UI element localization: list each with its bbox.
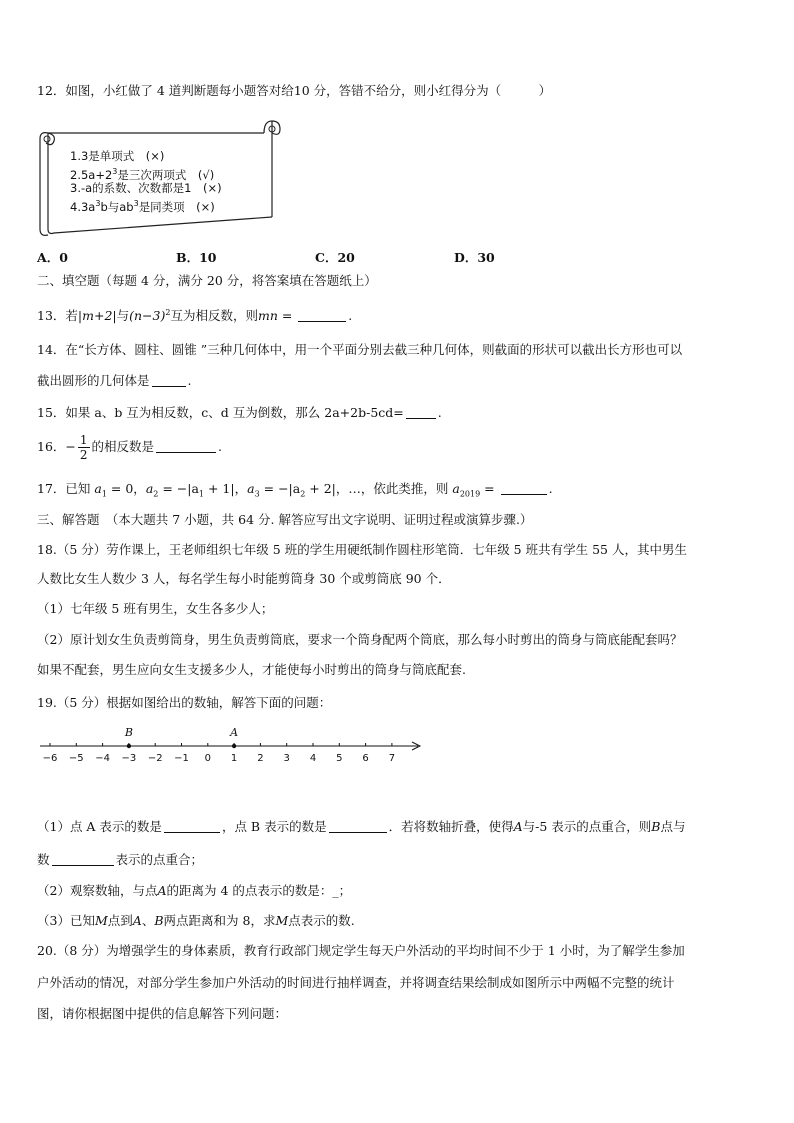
q12-text: 12．如图，小红做了 4 道判断题每小题答对给10 分，答错不给分，则小红得分为（ ） xyxy=(37,83,552,98)
q18-line-1: 18.（5 分）劳作课上，王老师组织七年级 5 班的学生用硬纸制作圆柱形笔筒．七年级 5 班共有学生 55 人，其中男生 xyxy=(37,542,687,557)
choice-c: C．20 xyxy=(315,250,355,265)
scroll-item-3: 3.-a的系数、次数都是1 (×) xyxy=(70,181,222,195)
point-label-a: A xyxy=(230,726,239,739)
axis-tick-label: 7 xyxy=(388,753,396,764)
q19-sub-1-line-1: （1）点 A 表示的数是 ，点 B 表示的数是 ．若将数轴折叠，使得A与-5 表示的点重合，则B点与 xyxy=(37,819,686,834)
axis-tick-label: −6 xyxy=(42,753,58,764)
section-3-heading: 三、解答题 （本大题共 7 小题，共 64 分. 解答应写出文字说明、证明过程或演算步骤.） xyxy=(37,512,533,527)
q20-line-1: 20.（8 分）为增强学生的身体素质，教育行政部门规定学生每天户外活动的平均时间不少于 1 小时，为了解学生参加 xyxy=(37,943,685,958)
q18-sub-2b: 如果不配套，男生应向女生支援多少人，才能使每小时剪出的筒身与筒底配套. xyxy=(37,662,466,677)
choice-b: B．10 xyxy=(176,250,217,265)
axis-tick-label: 2 xyxy=(257,753,264,764)
q14-line-1: 14．在“长方体、圆柱、圆锥 ”三种几何体中，用一个平面分别去截三种几何体，则截面的形状可以截出长方形也可以 xyxy=(37,342,683,357)
q18-line-2: 人数比女生人数少 3 人，每名学生每小时能剪筒身 30 个或剪筒底 90 个． xyxy=(37,571,451,586)
q13-text: 13．若|m+2|与$(n-3)^2$互为相反数，则mn = . xyxy=(37,308,353,324)
axis-tick-label: −3 xyxy=(121,753,137,764)
axis-tick-label: −2 xyxy=(147,753,163,764)
q19-text: 19.（5 分）根据如图给出的数轴，解答下面的问题： xyxy=(37,695,332,710)
axis-tick-label: 0 xyxy=(204,753,211,764)
axis-tick-label: −1 xyxy=(174,753,189,764)
q20-line-2: 户外活动的情况，对部分学生参加户外活动的时间进行抽样调查，并将调查结果绘制成如图所示中两幅不完整的统计 xyxy=(37,975,675,990)
q19-sub-3: （3）已知M点到A、B两点距离和为 8，求M点表示的数. xyxy=(37,913,355,928)
q18-sub-1: （1）七年级 5 班有男生，女生各多少人； xyxy=(37,601,274,616)
q14-line-2: 截出圆形的几何体是 . xyxy=(37,373,192,388)
scroll-item-4: $4.3a^3b$与$ab^3$是同类项 (×) xyxy=(70,199,215,214)
axis-tick-label: 4 xyxy=(309,753,317,764)
scroll-item-1: 1.3是单项式 (×) xyxy=(70,149,165,163)
point-b xyxy=(127,744,131,748)
q19-sub-1-line-2: 数 表示的点重合； xyxy=(37,852,204,867)
axis-tick-label: −4 xyxy=(95,753,110,764)
section-2-heading: 二、填空题（每题 4 分，满分 20 分，将答案填在答题纸上） xyxy=(37,273,377,288)
point-label-b: B xyxy=(124,726,133,739)
q18-sub-2a: （2）原计划女生负责剪筒身，男生负责剪筒底，要求一个筒身配两个筒底，那么每小时剪出的筒身与筒底能配套吗？ xyxy=(37,632,683,647)
fraction-one-half: $\frac{1}{2}$ xyxy=(79,433,88,462)
q15-text: 15．如果 a、b 互为相反数，c、d 互为倒数，那么 2a+2b-5cd= . xyxy=(37,405,442,420)
q20-line-3: 图，请你根据图中提供的信息解答下列问题： xyxy=(37,1006,288,1021)
scroll-item-2: $2.5a+2^3$是三次两项式 (√) xyxy=(70,167,215,182)
axis-tick-label: −5 xyxy=(68,753,84,764)
q16-text: 16．− $\frac{1}{2}$ 的相反数是 . xyxy=(37,433,223,462)
choice-a: A．0 xyxy=(37,250,68,265)
axis-tick-label: 1 xyxy=(230,753,238,764)
number-line xyxy=(36,722,436,772)
axis-tick-label: 5 xyxy=(336,753,343,764)
q19-sub-2: （2）观察数轴，与点A的距离为 4 的点表示的数是：_； xyxy=(37,883,352,898)
q17-text: 17．已知 $a_1 = 0$，$a_2 = -|a_1 + 1|$，$a_3 = -|a_2 + 2|$，…，依此类推，则 $a_{2019}$ = . xyxy=(37,481,553,499)
choice-d: D．30 xyxy=(454,250,495,265)
point-a xyxy=(232,744,236,748)
axis-tick-label: 6 xyxy=(362,753,369,764)
axis-tick-label: 3 xyxy=(283,753,290,764)
